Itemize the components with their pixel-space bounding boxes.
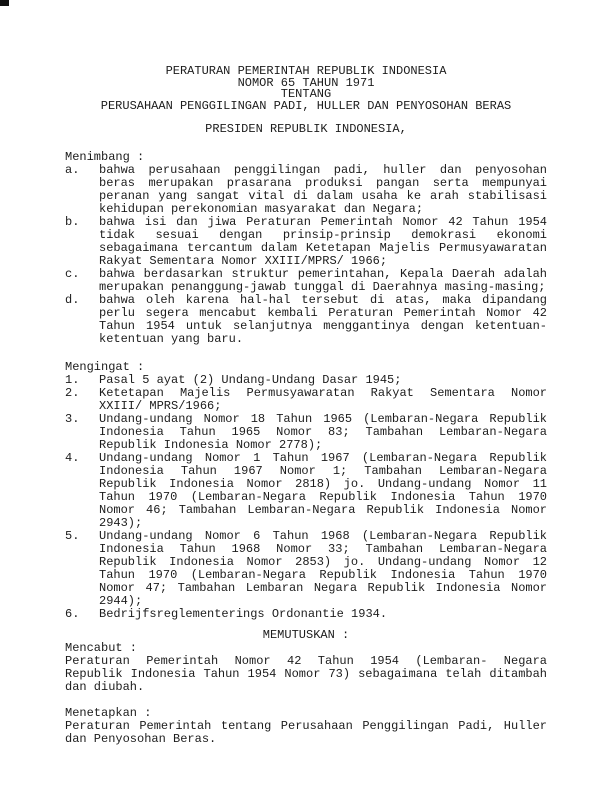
list-item xyxy=(65,413,547,452)
list-item-text: Undang-undang Nomor 18 Tahun 1965 (Lembaran-Negara Republik Indonesia Tahun 1965 Nomor 83; Tambahan Lembaran-Negara Republik Indonesia Nomor 2778); xyxy=(99,412,547,452)
list-item-text: Undang-undang Nomor 1 Tahun 1967 (Lembaran-Negara Republik Indonesia Tahun 1967 Nomor 1; Tambahan Lembaran-Negara Republik Indonesia Nomor 2818) jo. Undang-undang Nomor 11 Tahun 1970 (Lembaran-Negara Republik Indonesia Tahun 1970 Nomor 46; Tambahan Lembaran-Negara Republik Indonesia Nomor 2943); xyxy=(99,451,547,530)
list-item-marker: d. xyxy=(65,293,80,307)
list-item xyxy=(65,164,547,216)
mengingat-section xyxy=(65,361,547,621)
list-item xyxy=(65,452,547,530)
list-item-text: Undang-undang Nomor 6 Tahun 1968 (Lembaran-Negara Republik Indonesia Tahun 1968 Nomor 33; Tambahan Lembaran-Negara Republik Indonesia Nomor 2853) jo. Undang-undang Nomor 12 Tahun 1970 (Lembaran-Negara Republik Indonesia Tahun 1970 Nomor 47; Tambahan Lembaran Negara Republik Indonesia Nomor 2944); xyxy=(99,529,547,608)
menimbang-section xyxy=(65,151,547,346)
list-item-text: Pasal 5 ayat (2) Undang-Undang Dasar 1945; xyxy=(99,373,402,387)
list-item xyxy=(65,216,547,268)
list-item-marker: c. xyxy=(65,267,80,281)
list-item-marker: a. xyxy=(65,163,80,177)
title-line-tentang: TENTANG xyxy=(280,87,332,101)
list-item-text: bahwa berdasarkan struktur pemerintahan, Kepala Daerah adalah merupakan penanggung-jawab tunggal di Daerahnya masing-masing; xyxy=(99,267,547,294)
list-item-text: bahwa oleh karena hal-hal tersebut di atas, maka dipandang perlu segera mencabut kembali Peraturan Pemerintah Nomor 42 Tahun 1954 untuk selanjutnya menggantinya dengan ketentuan-ketentuan yang baru. xyxy=(99,293,547,346)
list-item xyxy=(65,387,547,413)
menetapkan-section xyxy=(65,707,547,746)
list-item-marker: 5. xyxy=(65,529,80,543)
list-item-marker: b. xyxy=(65,215,80,229)
list-item xyxy=(65,294,547,346)
list-item-marker: 4. xyxy=(65,451,80,465)
document-header xyxy=(65,66,547,112)
list-item-text: Ketetapan Majelis Permusyawaratan Rakyat Sementara Nomor XXIII/ MPRS/1966; xyxy=(99,386,547,413)
list-item xyxy=(65,530,547,608)
list-item-marker: 1. xyxy=(65,373,80,387)
list-item-text: Bedrijfsreglementerings Ordonantie 1934. xyxy=(99,607,388,621)
mengingat-label: Mengingat : xyxy=(65,360,145,374)
list-item-text: bahwa isi dan jiwa Peraturan Pemerintah Nomor 42 Tahun 1954 tidak sesuai dengan prinsip-prinsip demokrasi ekonomi sebagaimana tercantum dalam Ketetapan Majelis Permusyawaratan Rakyat Sementara Nomor XXIII/MPRS/ 1966; xyxy=(99,215,547,268)
title-line-number: NOMOR 65 TAHUN 1971 xyxy=(237,75,375,90)
list-item xyxy=(65,608,547,621)
memutuskan-heading: MEMUTUSKAN : xyxy=(262,628,350,642)
issuing-authority: PRESIDEN REPUBLIK INDONESIA, xyxy=(205,122,407,136)
menetapkan-label: Menetapkan : xyxy=(65,706,152,720)
title-line-subject: PERUSAHAAN PENGGILINGAN PADI, HULLER DAN PENYOSOHAN BERAS xyxy=(100,98,512,113)
mencabut-label: Mencabut : xyxy=(65,641,138,655)
list-item-text: bahwa perusahaan penggilingan padi, huller dan penyosohan beras merupakan prasarana produksi pangan serta mempunyai peranan yang sangat vital di dalam usaha ke arah stabilisasi kehidupan perekonomian masyarakat dan Negara; xyxy=(99,163,547,216)
list-item-marker: 2. xyxy=(65,386,80,400)
mencabut-section xyxy=(65,642,547,694)
title-line-regulation: PERATURAN PEMERINTAH REPUBLIK INDONESIA xyxy=(165,64,447,78)
menimbang-label: Menimbang : xyxy=(65,150,145,164)
list-item-marker: 3. xyxy=(65,412,80,426)
mencabut-text: Peraturan Pemerintah Nomor 42 Tahun 1954 (Lembaran- Negara Republik Indonesia Tahun 1954 Nomor 73) sebagaimana telah ditambah dan diubah. xyxy=(65,654,547,694)
menetapkan-text: Peraturan Pemerintah tentang Perusahaan Penggilingan Padi, Huller dan Penyosohan Beras. xyxy=(65,719,547,746)
list-item-marker: 6. xyxy=(65,607,80,621)
list-item xyxy=(65,268,547,294)
